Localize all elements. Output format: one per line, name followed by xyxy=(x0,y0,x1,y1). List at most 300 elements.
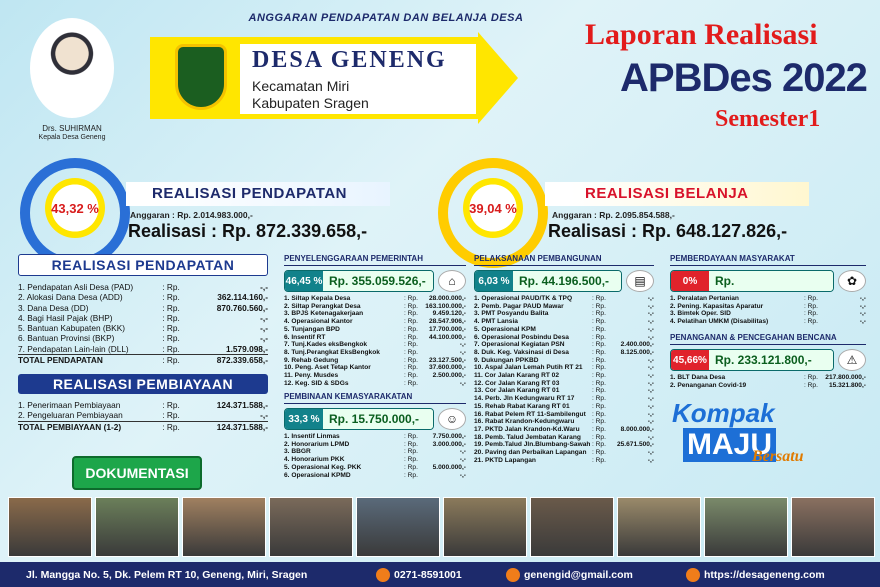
cell-amt: 3.000.000,- xyxy=(432,440,466,448)
gallery-photo[interactable] xyxy=(617,497,701,557)
pane-head: PEMBINAAN KEMASYARAKATAN xyxy=(284,392,466,404)
cell-amt: -,- xyxy=(647,302,654,310)
table-row xyxy=(670,303,866,311)
cell-lbl: 11. Peny. Musdes xyxy=(284,372,339,380)
table-row xyxy=(284,364,466,372)
pct: 46,45 % xyxy=(285,271,323,291)
cell-amt: 2.500.000,- xyxy=(432,372,466,380)
cell-rp: : Rp. xyxy=(404,341,418,349)
cell-amt: -,- xyxy=(260,282,268,292)
cell-lbl: 4. Honorarium PKK xyxy=(284,456,345,464)
cell-lbl: 6. Bantuan Provinsi (BKP) xyxy=(18,333,115,344)
table-row xyxy=(474,357,654,365)
table-row xyxy=(284,357,466,365)
cell-lbl: 7. Operasional Kegiatan PSN xyxy=(474,341,565,349)
cell-lbl: 8. Duk. Keg. Vaksinasi di Desa xyxy=(474,348,569,356)
cell-lbl: 12. Keg. SID & SDGs xyxy=(284,379,349,387)
address-text: Jl. Mangga No. 5, Dk. Pelem RT 10, Geneng, Miri, Sragen xyxy=(26,568,308,581)
email-icon xyxy=(506,568,520,582)
email-text: genengid@gmail.com xyxy=(524,568,633,581)
cell-rp: : Rp. xyxy=(592,410,606,418)
cell-rp: : Rp. xyxy=(404,456,418,464)
cell-rp: : Rp. xyxy=(404,302,418,310)
slogan-kompak: Kompak xyxy=(672,398,775,428)
cell-amt: -,- xyxy=(647,410,654,418)
table-row xyxy=(18,410,268,420)
phone-text: 0271-8591001 xyxy=(394,568,462,581)
cell-amt: -,- xyxy=(459,379,466,387)
table-row xyxy=(284,295,466,303)
kabupaten: Kabupaten Sragen xyxy=(252,95,369,111)
cell-amt: 25.671.500,- xyxy=(616,441,654,449)
cell-rp: : Rp. xyxy=(592,372,606,380)
table-row xyxy=(474,441,654,449)
cell-lbl: 16. Rabat Krandon-Kedungwaru xyxy=(474,418,575,426)
cell-amt: -,- xyxy=(647,318,654,326)
belanja-realisasi: Realisasi : Rp. 648.127.826,- xyxy=(548,221,788,241)
cell-lbl: 21. PKTD Lapangan xyxy=(474,456,536,464)
pane-head: PELAKSANAAN PEMBANGUNAN xyxy=(474,254,654,266)
rows xyxy=(670,374,866,389)
pane-head: PENANGANAN & PENCEGAHAN BENCANA xyxy=(670,333,866,345)
cell-rp: : Rp. xyxy=(592,402,606,410)
value: Rp. 355.059.526,- xyxy=(323,271,433,291)
kades-name: Drs. SUHIRMAN xyxy=(42,124,102,133)
cell-lbl: 1. Peralatan Pertanian xyxy=(670,295,739,302)
pct: 33,3 % xyxy=(285,409,323,429)
report-year: APBDes 2022 xyxy=(620,56,867,100)
table-row xyxy=(284,380,466,388)
community-icon: ☺ xyxy=(438,408,466,430)
cell-rp: : Rp. xyxy=(162,343,180,354)
total-rp: : Rp. xyxy=(162,355,180,366)
pct-box xyxy=(474,270,622,292)
cell-lbl: 1. Siltap Kepala Desa xyxy=(284,295,351,302)
header-subtitle: ANGGARAN PENDAPATAN DAN BELANJA DESA xyxy=(248,12,524,24)
table-row xyxy=(18,303,268,313)
cell-lbl: 13. Cor Jalan Karang RT 01 xyxy=(474,387,560,395)
table-row xyxy=(474,318,654,326)
table-row xyxy=(474,403,654,411)
cell-amt: -,- xyxy=(647,418,654,426)
cell-lbl: 20. Paving dan Perbaikan Lapangan xyxy=(474,449,587,457)
gallery-photo[interactable] xyxy=(95,497,179,557)
cell-lbl: 1. BLT Dana Desa xyxy=(670,374,726,381)
cell-amt: 9.459.120,- xyxy=(432,310,466,318)
cell-amt: -,- xyxy=(647,310,654,318)
pendapatan-rows xyxy=(18,282,268,354)
table-row xyxy=(18,292,268,302)
cell-amt: 8.000.000,- xyxy=(620,425,654,433)
cell-rp: : Rp. xyxy=(162,323,180,334)
cell-amt: -,- xyxy=(647,364,654,372)
table-row xyxy=(284,456,466,464)
cell-rp: : Rp. xyxy=(592,441,606,449)
cell-lbl: 3. Bimtek Oper. SID xyxy=(670,310,731,318)
cell-rp: : Rp. xyxy=(804,318,818,326)
table-row xyxy=(474,303,654,311)
table-row xyxy=(474,395,654,403)
pct-box xyxy=(670,349,834,371)
table-row xyxy=(474,349,654,357)
cell-lbl: 17. PKTD Jalan Krandon-Kd.Waru xyxy=(474,425,580,433)
cell-amt: 17.700.000,- xyxy=(428,325,466,333)
table-row xyxy=(18,400,268,410)
cell-lbl: 4. Pelatihan UMKM (Disabilitas) xyxy=(670,318,769,326)
cell-rp: : Rp. xyxy=(404,471,418,479)
rows xyxy=(474,295,654,464)
cell-lbl: 9. Dukungan PPKBD xyxy=(474,356,539,364)
cell-lbl: 1. Penerimaan Pembiayaan xyxy=(18,400,121,410)
cell-amt: 870.760.560,- xyxy=(216,302,268,313)
pembiayaan-detail-title: REALISASI PEMBIAYAAN xyxy=(18,374,268,394)
table-row xyxy=(18,323,268,333)
pct: 45,66% xyxy=(671,350,709,370)
table-row xyxy=(284,448,466,456)
table-row xyxy=(474,449,654,457)
cell-lbl: 14. Perb. Jln Kedungwaru RT 17 xyxy=(474,395,575,403)
cell-lbl: 15. Rehab Rabat Karang RT 01 xyxy=(474,402,570,410)
cell-rp: : Rp. xyxy=(592,295,606,302)
cell-amt: 28.547.906,- xyxy=(428,318,466,326)
cell-rp: : Rp. xyxy=(404,433,418,440)
cell-rp: : Rp. xyxy=(404,348,418,356)
table-row xyxy=(284,433,466,441)
belanja-percent: 39,04 % xyxy=(463,178,523,238)
kecamatan: Kecamatan Miri xyxy=(252,78,350,94)
slogan-maju: MAJU xyxy=(683,428,776,462)
total-amount: 124.371.588,- xyxy=(216,421,268,432)
cell-rp: : Rp. xyxy=(162,292,180,303)
cell-lbl: 5. Operasional Keg. PKK xyxy=(284,463,362,471)
cell-rp: : Rp. xyxy=(592,325,606,333)
cell-amt: 44.100.000,- xyxy=(428,333,466,341)
gallery-photo[interactable] xyxy=(182,497,266,557)
pct-box xyxy=(670,270,834,292)
cell-rp: : Rp. xyxy=(592,318,606,326)
table-row xyxy=(284,341,466,349)
cell-rp: : Rp. xyxy=(592,433,606,441)
empowerment-icon: ✿ xyxy=(838,270,866,292)
pane-kemasyarakatan xyxy=(284,392,466,479)
cell-amt: -,- xyxy=(859,295,866,302)
cell-amt: -,- xyxy=(459,471,466,479)
cell-rp: : Rp. xyxy=(804,302,818,310)
cell-lbl: 1. Pendapatan Asli Desa (PAD) xyxy=(18,282,134,292)
cell-amt: -,- xyxy=(459,341,466,349)
value: Rp. 44.196.500,- xyxy=(513,271,621,291)
footer-email xyxy=(506,568,686,582)
cell-amt: 8.125.000,- xyxy=(620,348,654,356)
cell-rp: : Rp. xyxy=(404,364,418,372)
cell-rp: : Rp. xyxy=(592,395,606,403)
cell-amt: -,- xyxy=(647,333,654,341)
cell-amt: -,- xyxy=(647,325,654,333)
table-row xyxy=(474,387,654,395)
cell-rp: : Rp. xyxy=(404,310,418,318)
gallery-photo[interactable] xyxy=(791,497,875,557)
cell-amt: -,- xyxy=(647,395,654,403)
pembiayaan-detail xyxy=(18,374,268,432)
rows xyxy=(670,295,866,326)
cell-amt: -,- xyxy=(260,312,268,323)
report-title: Laporan Realisasi xyxy=(585,18,818,51)
cell-lbl: 2. Pengeluaran Pembiayaan xyxy=(18,410,123,421)
pendapatan-percent: 43,32 % xyxy=(45,178,105,238)
cell-lbl: 3. PMT Posyandu Balita xyxy=(474,310,549,318)
table-row xyxy=(474,434,654,442)
pendapatan-detail xyxy=(18,254,268,365)
pane-bencana xyxy=(670,333,866,389)
cell-rp: : Rp. xyxy=(404,318,418,326)
cell-rp: : Rp. xyxy=(592,348,606,356)
cell-amt: 2.400.000,- xyxy=(620,341,654,349)
gallery-photo[interactable] xyxy=(704,497,788,557)
cell-rp: : Rp. xyxy=(404,325,418,333)
cell-amt: -,- xyxy=(647,295,654,302)
banner-arrow xyxy=(478,32,518,124)
total-amount: 872.339.658,- xyxy=(216,355,268,366)
cell-lbl: 2. Pening. Kapasitas Aparatur xyxy=(670,302,764,310)
cell-amt: -,- xyxy=(647,402,654,410)
belanja-bar-title: REALISASI BELANJA xyxy=(585,185,749,202)
cell-lbl: 9. Rehab Gedung xyxy=(284,356,339,364)
pembiayaan-rows xyxy=(18,400,268,421)
pane-head: PEMBERDAYAAN MASYARAKAT xyxy=(670,254,866,266)
cell-amt: -,- xyxy=(647,449,654,457)
cell-amt: -,- xyxy=(260,410,268,421)
table-row xyxy=(284,334,466,342)
cell-rp: : Rp. xyxy=(804,381,818,389)
gallery-photo[interactable] xyxy=(356,497,440,557)
pendapatan-realisasi: Realisasi : Rp. 872.339.658,- xyxy=(128,221,368,241)
cell-rp: : Rp. xyxy=(162,400,180,410)
cell-rp: : Rp. xyxy=(592,387,606,395)
cell-amt: 1.579.098,- xyxy=(226,343,268,354)
table-row xyxy=(670,310,866,318)
cell-rp: : Rp. xyxy=(404,440,418,448)
footer-phone xyxy=(376,568,506,582)
cell-lbl: 10. Peng. Aset Tetap Kantor xyxy=(284,364,371,372)
cell-amt: -,- xyxy=(859,310,866,318)
table-row xyxy=(474,295,654,303)
pct: 6,03 % xyxy=(475,271,513,291)
report-semester: Semester1 xyxy=(715,106,821,132)
table-row xyxy=(284,441,466,449)
table-row xyxy=(18,333,268,343)
cell-rp: : Rp. xyxy=(162,282,180,292)
gallery-photo[interactable] xyxy=(530,497,614,557)
table-row xyxy=(670,318,866,326)
value: Rp. xyxy=(709,271,833,291)
cell-amt: 362.114.160,- xyxy=(217,292,268,303)
cell-lbl: 18. Pemb. Talud Jembatan Karang xyxy=(474,433,581,441)
cell-rp: : Rp. xyxy=(404,333,418,341)
cell-amt: -,- xyxy=(647,372,654,380)
cell-lbl: 4. PMT Lansia xyxy=(474,318,518,326)
cell-rp: : Rp. xyxy=(404,379,418,387)
table-row xyxy=(18,344,268,354)
cell-lbl: 7. Tunj.Kades eksBengkok xyxy=(284,341,368,349)
cell-rp: : Rp. xyxy=(162,333,180,344)
cell-lbl: 8. Tunj.Perangkat EksBengkok xyxy=(284,348,380,356)
table-row xyxy=(474,411,654,419)
cell-rp: : Rp. xyxy=(592,379,606,387)
table-row xyxy=(284,372,466,380)
table-row xyxy=(670,374,866,382)
cell-amt: -,- xyxy=(647,356,654,364)
cell-amt: 217.800.000,- xyxy=(825,374,866,381)
slogan-bersatu: Bersatu xyxy=(752,448,804,465)
rows xyxy=(284,295,466,387)
globe-icon xyxy=(686,568,700,582)
cell-lbl: 1. Operasional PAUD/TK & TPQ xyxy=(474,295,573,302)
belanja-bar xyxy=(545,182,809,206)
table-row xyxy=(284,310,466,318)
table-row xyxy=(284,326,466,334)
pendapatan-bar-title: REALISASI PENDAPATAN xyxy=(152,185,348,202)
cell-rp: : Rp. xyxy=(404,463,418,471)
cell-amt: 37.600.000,- xyxy=(428,364,466,372)
cell-rp: : Rp. xyxy=(804,374,818,381)
cell-lbl: 2. Alokasi Dana Desa (ADD) xyxy=(18,292,123,303)
cell-lbl: 3. Dana Desa (DD) xyxy=(18,302,89,313)
construction-icon: ▤ xyxy=(626,270,654,292)
table-row xyxy=(474,326,654,334)
pembiayaan-total-row xyxy=(18,421,268,432)
pct-box xyxy=(284,270,434,292)
cell-rp: : Rp. xyxy=(592,449,606,457)
table-row xyxy=(670,382,866,390)
gallery-photo[interactable] xyxy=(269,497,353,557)
footer-address xyxy=(26,569,376,581)
value: Rp. 15.750.000,- xyxy=(323,409,433,429)
cell-rp: : Rp. xyxy=(592,425,606,433)
footer xyxy=(0,562,880,587)
gallery-photo[interactable] xyxy=(8,497,92,557)
cell-rp: : Rp. xyxy=(592,356,606,364)
cell-amt: -,- xyxy=(647,433,654,441)
pendapatan-total-row xyxy=(18,354,268,365)
phone-icon xyxy=(376,568,390,582)
table-row xyxy=(474,380,654,388)
web-text[interactable]: https://desageneng.com xyxy=(704,568,825,581)
table-row xyxy=(474,426,654,434)
cell-amt: -,- xyxy=(459,456,466,464)
pane-pemerintah xyxy=(284,254,466,387)
cell-lbl: 11. Cor Jalan Karang RT 02 xyxy=(474,372,560,380)
cell-rp: : Rp. xyxy=(404,295,418,302)
cell-lbl: 7. Pendapatan Lain-lain (DLL) xyxy=(18,343,129,354)
gallery-photo[interactable] xyxy=(443,497,527,557)
cell-rp: : Rp. xyxy=(162,312,180,323)
cell-lbl: 3. BBGR xyxy=(284,448,311,456)
cell-amt: 28.000.000,- xyxy=(428,295,466,302)
cell-amt: 15.321.800,- xyxy=(828,381,866,389)
table-row xyxy=(18,313,268,323)
cell-lbl: 5. Bantuan Kabupaten (BKK) xyxy=(18,323,126,334)
pct-box xyxy=(284,408,434,430)
cell-rp: : Rp. xyxy=(404,356,418,364)
table-row xyxy=(474,457,654,465)
cell-lbl: 12. Cor Jalan Karang RT 03 xyxy=(474,379,560,387)
cell-lbl: 19. Pemb.Talud Jln.Blumbang-Sawah xyxy=(474,441,591,449)
pct: 0% xyxy=(671,271,709,291)
table-row xyxy=(474,334,654,342)
cell-rp: : Rp. xyxy=(804,295,818,302)
cell-amt: -,- xyxy=(859,302,866,310)
pane-pembangunan xyxy=(474,254,654,464)
cell-amt: -,- xyxy=(260,323,268,334)
table-row xyxy=(284,318,466,326)
cell-lbl: 6. Insentif RT xyxy=(284,333,326,341)
cell-lbl: 5. Operasional KPM xyxy=(474,325,536,333)
cell-lbl: 2. Pemb. Pagar PAUD Mawar xyxy=(474,302,564,310)
table-row xyxy=(670,295,866,303)
pendapatan-bar xyxy=(126,182,390,206)
cell-rp: : Rp. xyxy=(592,418,606,426)
cell-lbl: 6. Operasional Posbindu Desa xyxy=(474,333,569,341)
cell-amt: -,- xyxy=(459,448,466,456)
cell-amt: -,- xyxy=(459,348,466,356)
table-row xyxy=(284,303,466,311)
pendapatan-anggaran: Anggaran : Rp. 2.014.983.000,- xyxy=(130,210,253,220)
pendapatan-detail-title: REALISASI PENDAPATAN xyxy=(18,254,268,276)
cell-rp: : Rp. xyxy=(592,302,606,310)
cell-lbl: 4. Bagi Hasil Pajak (BHP) xyxy=(18,312,113,323)
cell-amt: 163.100.000,- xyxy=(425,302,466,310)
total-rp: : Rp. xyxy=(162,421,180,432)
cell-lbl: 2. Penanganan Covid-19 xyxy=(670,381,747,389)
kades-photo xyxy=(30,18,114,118)
cell-rp: : Rp. xyxy=(592,341,606,349)
belanja-anggaran: Anggaran : Rp. 2.095.854.588,- xyxy=(552,210,675,220)
cell-lbl: 2. Siltap Perangkat Desa xyxy=(284,302,361,310)
kades-title: Kepala Desa Geneng xyxy=(38,134,106,141)
cell-amt: 7.750.000,- xyxy=(432,433,466,440)
table-row xyxy=(284,349,466,357)
total-label: TOTAL PENDAPATAN xyxy=(18,355,103,366)
cell-amt: 5.000.000,- xyxy=(432,463,466,471)
cell-rp: : Rp. xyxy=(162,302,180,313)
cell-lbl: 10. Aspal Jalan Lemah Putih RT 21 xyxy=(474,364,583,372)
dokumentasi-button[interactable]: DOKUMENTASI xyxy=(72,456,202,490)
cell-rp: : Rp. xyxy=(404,372,418,380)
total-label: TOTAL PEMBIAYAAN (1-2) xyxy=(18,421,122,432)
cell-rp: : Rp. xyxy=(592,333,606,341)
sragen-logo-icon xyxy=(175,44,227,110)
cell-lbl: 16. Rabat Pelem RT 11-Sambilengut xyxy=(474,410,586,418)
table-row xyxy=(284,472,466,480)
table-row xyxy=(474,364,654,372)
table-row xyxy=(18,282,268,292)
government-building-icon: ⌂ xyxy=(438,270,466,292)
desa-title: DESA GENENG xyxy=(252,47,447,73)
cell-amt: -,- xyxy=(647,387,654,395)
cell-rp: : Rp. xyxy=(592,364,606,372)
cell-lbl: 6. Operasional KPMD xyxy=(284,471,351,479)
disaster-icon: ⚠ xyxy=(838,349,866,371)
cell-rp: : Rp. xyxy=(592,310,606,318)
cell-lbl: 1. Insentif Linmas xyxy=(284,433,340,440)
footer-web[interactable] xyxy=(686,568,825,582)
cell-lbl: 3. BPJS Ketenagakerjaan xyxy=(284,310,364,318)
cell-amt: -,- xyxy=(859,318,866,326)
table-row xyxy=(474,372,654,380)
rows xyxy=(284,433,466,479)
table-row xyxy=(474,418,654,426)
pane-head: PENYELENGGARAAN PEMERINTAH xyxy=(284,254,466,266)
